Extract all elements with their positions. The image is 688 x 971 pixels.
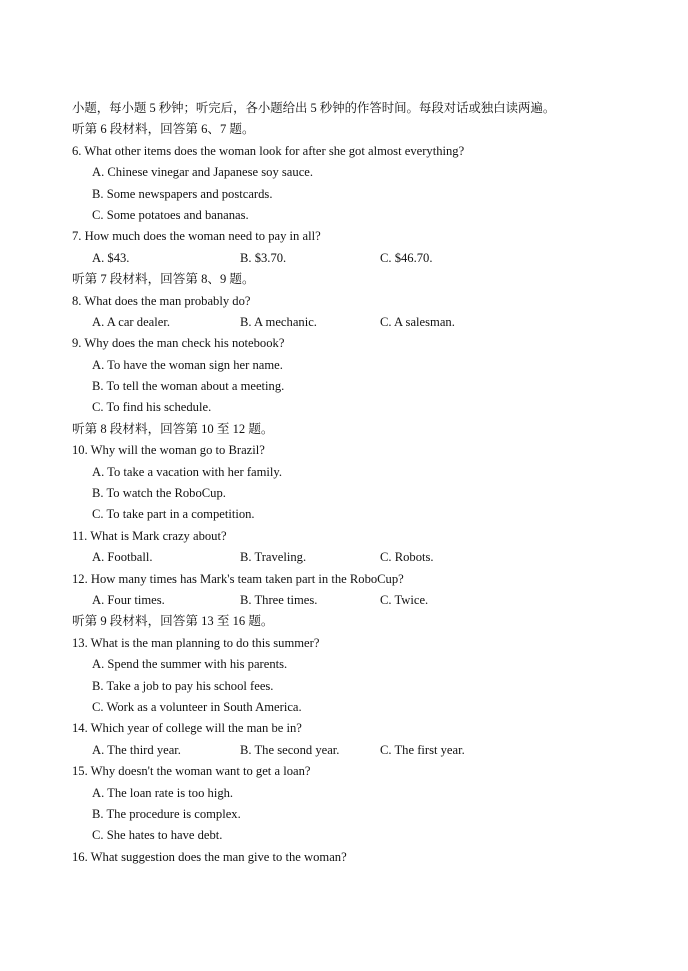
answer-option: B. Three times. <box>240 592 318 607</box>
answer-option-row <box>0 376 688 397</box>
answer-option: A. Chinese vinegar and Japanese soy sauce. <box>92 165 314 180</box>
answer-option: C. She hates to have debt. <box>92 828 223 843</box>
answer-option: C. Twice. <box>380 592 429 607</box>
answer-option: B. Take a job to pay his school fees. <box>92 678 274 693</box>
answer-option: A. $43. <box>92 250 130 265</box>
answer-option-row <box>0 248 688 269</box>
answer-option-row <box>0 162 688 183</box>
section-heading: 听第 7 段材料，回答第 8、9 题。 <box>72 272 255 287</box>
answer-option: C. To find his schedule. <box>92 400 212 415</box>
answer-option-row <box>0 397 688 418</box>
answer-option: C. $46.70. <box>380 250 433 265</box>
instructions-text: 小题，每小题 5 秒钟；听完后，各小题给出 5 秒钟的作答时间。每段对话或独白读两遍。 <box>72 101 556 115</box>
answer-option: B. To watch the RoboCup. <box>92 486 226 501</box>
answer-option: B. Traveling. <box>240 550 307 565</box>
answer-option-row <box>0 825 688 846</box>
answer-option: C. The first year. <box>380 742 465 757</box>
question-text: 7. How much does the woman need to pay in all? <box>72 229 321 244</box>
answer-option: C. To take part in a competition. <box>92 507 255 522</box>
answer-option-row <box>0 355 688 376</box>
answer-option-row <box>0 205 688 226</box>
answer-option-row <box>0 312 688 333</box>
question-text: 8. What does the man probably do? <box>72 293 251 308</box>
answer-option-row <box>0 462 688 483</box>
answer-option: A. To take a vacation with her family. <box>92 464 283 479</box>
question-text: 16. What suggestion does the man give to the woman? <box>72 849 347 864</box>
answer-option: A. The loan rate is too high. <box>92 785 234 800</box>
answer-option: B. Some newspapers and postcards. <box>92 186 273 201</box>
question-list <box>0 119 688 868</box>
answer-option-row <box>0 590 688 611</box>
answer-option: A. The third year. <box>92 742 181 757</box>
answer-option: B. To tell the woman about a meeting. <box>92 379 285 394</box>
answer-option-row <box>0 804 688 825</box>
question-text: 13. What is the man planning to do this summer? <box>72 635 320 650</box>
answer-option: B. A mechanic. <box>240 314 317 329</box>
answer-option: A. Football. <box>92 550 153 565</box>
section-heading: 听第 9 段材料，回答第 13 至 16 题。 <box>72 614 274 629</box>
section-heading: 听第 8 段材料，回答第 10 至 12 题。 <box>72 421 274 436</box>
answer-option: A. Four times. <box>92 592 165 607</box>
answer-option-row <box>0 504 688 525</box>
question-text: 9. Why does the man check his notebook? <box>72 336 285 351</box>
answer-option: C. A salesman. <box>380 314 455 329</box>
section-heading: 听第 6 段材料，回答第 6、7 题。 <box>72 122 255 137</box>
answer-option: A. Spend the summer with his parents. <box>92 657 288 672</box>
answer-option-row <box>0 783 688 804</box>
question-text: 14. Which year of college will the man be in? <box>72 721 302 736</box>
question-text: 15. Why doesn't the woman want to get a loan? <box>72 764 311 779</box>
answer-option-row <box>0 184 688 205</box>
answer-option: B. The second year. <box>240 742 340 757</box>
answer-option-row <box>0 547 688 568</box>
answer-option: A. A car dealer. <box>92 314 170 329</box>
question-text: 6. What other items does the woman look for after she got almost everything? <box>72 143 465 158</box>
answer-option: B. $3.70. <box>240 250 287 265</box>
answer-option: B. The procedure is complex. <box>92 806 241 821</box>
answer-option-row <box>0 740 688 761</box>
question-text: 11. What is Mark crazy about? <box>72 528 227 543</box>
question-text: 10. Why will the woman go to Brazil? <box>72 443 265 458</box>
answer-option-row <box>0 483 688 504</box>
document-page <box>0 98 688 868</box>
answer-option-row <box>0 697 688 718</box>
answer-option-row <box>0 676 688 697</box>
answer-option: A. To have the woman sign her name. <box>92 357 283 372</box>
answer-option: C. Work as a volunteer in South America. <box>92 699 302 714</box>
answer-option: C. Robots. <box>380 550 434 565</box>
answer-option: C. Some potatoes and bananas. <box>92 207 249 222</box>
question-text: 12. How many times has Mark's team taken part in the RoboCup? <box>72 571 404 586</box>
answer-option-row <box>0 654 688 675</box>
